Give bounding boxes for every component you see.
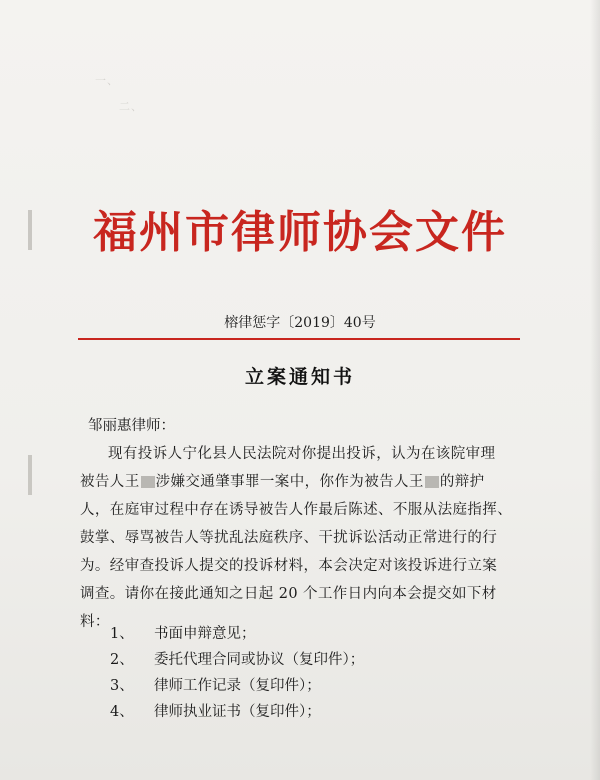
list-item-text: 委托代理合同或协议（复印件）； [154, 652, 365, 668]
body-line: 人，在庭审过程中存在诱导被告人作最后陈述、不服从法庭指挥、 [80, 502, 513, 518]
bleed-through-text [95, 124, 419, 140]
body-line: 现有投诉人宁化县人民法院对你提出投诉，认为在该院审理 [108, 446, 496, 462]
bleed-through-text: 一、 [95, 74, 390, 87]
list-item-number: 3、 [110, 678, 134, 694]
notice-title: 立案通知书 [244, 366, 355, 388]
bleed-through-text: 二、 [95, 100, 390, 113]
list-item [110, 700, 321, 721]
body-line: 被告人王 涉嫌交通肇事罪一案中，你作为被告人王 的辩护 [80, 474, 485, 490]
bleed-through-text [95, 262, 419, 278]
document-number: 榕律惩字〔2019〕40号 [224, 315, 376, 331]
redaction-mark [425, 476, 439, 488]
list-item [110, 674, 321, 695]
list-item [110, 648, 364, 669]
body-line: 鼓掌、辱骂被告人等扰乱法庭秩序、干扰诉讼活动正常进行的行 [80, 530, 498, 546]
document-header-title: 福州市律师协会文件 [93, 207, 507, 258]
body-line: 为。经审查投诉人提交的投诉材料，本会决定对该投诉进行立案 [80, 558, 498, 574]
list-item-text: 律师工作记录（复印件）； [154, 678, 321, 694]
binding-mark [28, 455, 32, 495]
list-item [110, 622, 256, 643]
list-item-number: 1、 [110, 626, 134, 642]
bleed-through-text [95, 292, 419, 308]
body-line: 调查。请你在接此通知之日起 20 个工作日内向本会提交如下材 [80, 586, 497, 602]
body-line: 料： [80, 614, 110, 630]
bleed-through-text [95, 150, 419, 166]
list-item-number: 2、 [110, 652, 134, 668]
red-separator-line [78, 338, 520, 340]
list-item-text: 律师执业证书（复印件）； [154, 704, 321, 720]
salutation: 邹丽惠律师： [88, 418, 175, 434]
list-item-text: 书面申辩意见； [154, 626, 256, 642]
redaction-mark [141, 476, 155, 488]
page-edge-shadow [590, 0, 600, 780]
list-item-number: 4、 [110, 704, 134, 720]
